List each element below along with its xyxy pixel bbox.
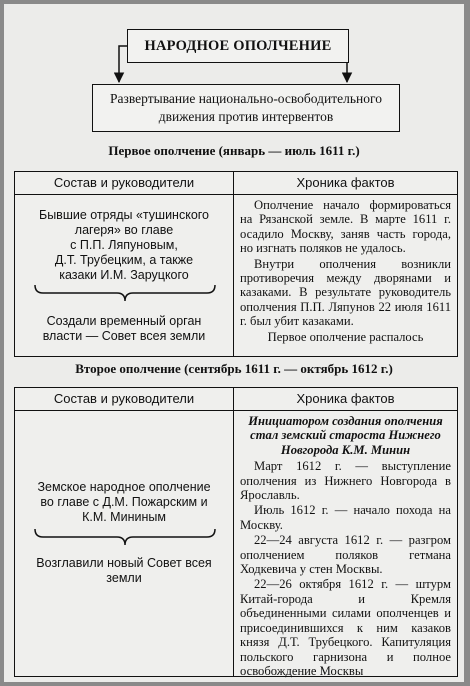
second-result-text [21, 556, 227, 586]
second-chronicle [240, 414, 451, 679]
first-militia-table [14, 171, 458, 357]
second-members-line: К.М. Мининым [82, 510, 166, 524]
subtitle-line-1: Развертывание национально-освободительного [110, 91, 382, 106]
column-divider [233, 388, 234, 676]
first-members-line: Д.Т. Трубецким, а также [54, 253, 194, 267]
second-militia-heading: Второе ополчение (сентябрь 1611 г. — октябрь 1612 г.) [75, 361, 393, 376]
curly-brace [33, 284, 217, 302]
first-result-text [21, 314, 227, 344]
second-members-line: во главе с Д.М. Пожарским и [40, 495, 208, 509]
first-result-line: власти — Совет всея земли [42, 329, 206, 343]
main-title: НАРОДНОЕ ОПОЛЧЕНИЕ [127, 29, 349, 63]
second-result-line: Возглавили новый Совет всея [36, 556, 212, 570]
chronicle-paragraph: Июль 1612 г. — начало похода на Москву. [240, 503, 451, 532]
second-members-line: Земское народное ополчение [37, 480, 211, 494]
chronicle-intro: Инициатором создания ополчения стал земский староста Нижнего Новгорода К.М. Минин [248, 414, 443, 457]
header-divider [15, 410, 457, 411]
first-result-line: Создали временный орган [46, 314, 202, 328]
first-members-line: Бывшие отряды «тушинского [38, 208, 210, 222]
chronicle-paragraph: Ополчение начало формироваться на Рязанской земле. В марте 1611 г. осадило Москву, заняв часть города, но изгнать поляков не удалось. [240, 198, 451, 256]
second-militia-table [14, 387, 458, 677]
subtitle-line-2: движения против интервентов [158, 109, 334, 124]
column-header-chronicle: Хроника фактов [296, 391, 395, 406]
chronicle-paragraph: 22—24 августа 1612 г. — разгром ополчением поляков гетмана Ходкевича у стен Москвы. [240, 533, 451, 577]
second-result-line: земли [106, 571, 142, 585]
chronicle-paragraph: Март 1612 г. — выступление ополчения из Нижнего Новгорода в Ярославль. [240, 459, 451, 503]
first-members-line: лагеря» во главе [74, 223, 174, 237]
column-header-members: Состав и руководители [53, 391, 195, 406]
column-header-members: Состав и руководители [53, 175, 195, 190]
chronicle-paragraph: Первое ополчение распалось [267, 329, 424, 344]
curly-brace [33, 528, 217, 546]
subtitle-box [92, 84, 400, 132]
chronicle-paragraph: 22—26 октября 1612 г. — штурм Китай-города и Кремля объединенными силами ополченцев и присоединившихся к ним казаков князя Д.Т. Трубецкого. Капитуляция польского гарнизона и полное освобождение Москвы [240, 577, 451, 678]
page [4, 4, 464, 682]
first-members-line: казаки И.М. Заруцкого [59, 268, 189, 282]
first-militia-heading: Первое ополчение (январь — июль 1611 г.) [108, 143, 360, 158]
first-chronicle [240, 198, 451, 345]
column-header-chronicle: Хроника фактов [296, 175, 395, 190]
first-members-text [21, 208, 227, 283]
first-members-line: с П.П. Ляпуновым, [70, 238, 178, 252]
column-divider [233, 172, 234, 356]
header-divider [15, 194, 457, 195]
chronicle-paragraph: Внутри ополчения возникли противоречия между дворянами и казаками. В результате руководитель ополчения П.П. Ляпунов 22 июля 1611 г. был убит казаками. [240, 256, 451, 329]
second-members-text [21, 480, 227, 525]
